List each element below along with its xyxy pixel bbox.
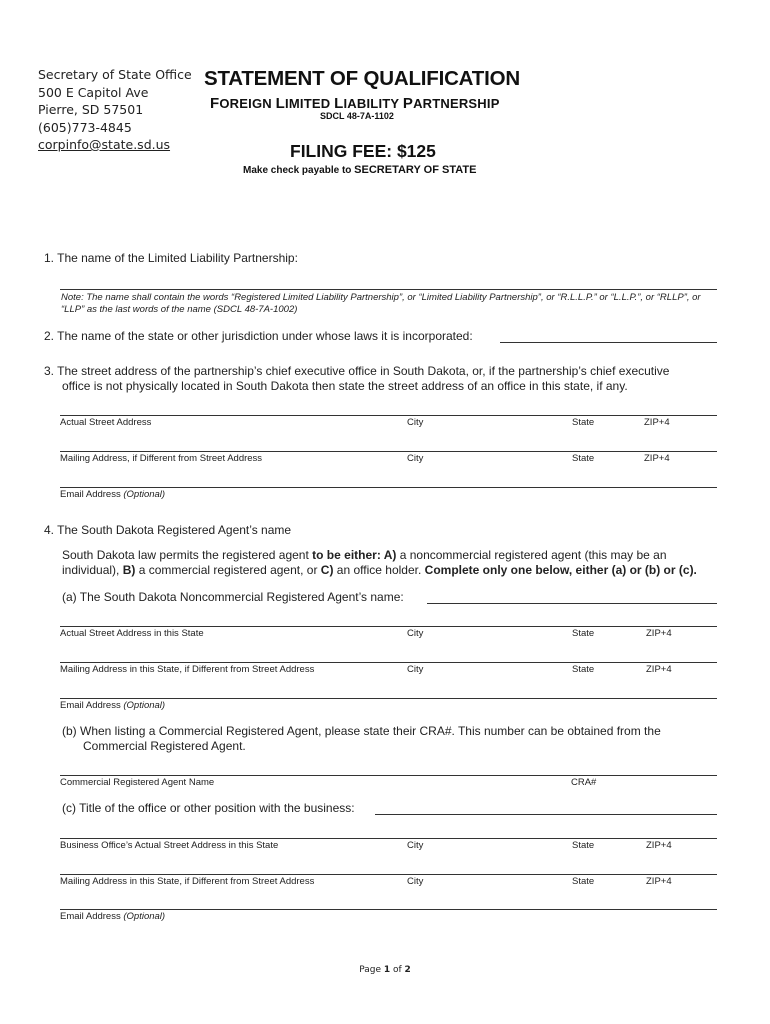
office-phone: (605)773-4845 [38, 119, 132, 135]
office-name: Secretary of State Office [38, 67, 192, 82]
q4c-email-field[interactable] [60, 909, 717, 910]
q4b-cra-number-label: CRA# [571, 777, 597, 788]
q2-label: 2. The name of the state or other jurisdiction under whose laws it is incorporated: [44, 329, 473, 343]
q4b-line1: (b) When listing a Commercial Registered Agent, please state their CRA#. This number can be obtained from the [62, 724, 661, 738]
q3-email-label: Email Address (Optional) [60, 489, 166, 500]
statute-reference: SDCL 48-7A-1102 [320, 111, 394, 121]
q4c-mailing-city-label: City [407, 876, 424, 887]
q4b-line2: Commercial Registered Agent. [83, 739, 246, 753]
q3-state-label: State [572, 417, 595, 428]
q4c-title-field[interactable] [375, 814, 717, 815]
q4a-state-label: State [572, 628, 595, 639]
form-title: STATEMENT OF QUALIFICATION [204, 67, 520, 90]
q4c-email-label: Email Address (Optional) [60, 911, 166, 922]
q3-line1: 3. The street address of the partnership’s chief executive office in South Dakota, or, if the partnership’s chief executive [44, 364, 670, 378]
form-subtitle: FOREIGN LIMITED LIABILITY PARTNERSHIP [210, 95, 500, 112]
q4a-street-label: Actual Street Address in this State [60, 628, 204, 639]
q4c-city-label: City [407, 840, 424, 851]
q4c-street-label: Business Office’s Actual Street Address in this State [60, 840, 279, 851]
q3-mailing-zip-label: ZIP+4 [644, 453, 670, 464]
q4c-street-field[interactable] [60, 838, 717, 839]
payable-note: Make check payable to SECRETARY OF STATE [243, 164, 477, 176]
q3-mailing-label: Mailing Address, if Different from Street Address [60, 453, 263, 464]
q3-zip-label: ZIP+4 [644, 417, 670, 428]
q4a-agent-name-field[interactable] [427, 603, 717, 604]
q4c-mailing-label: Mailing Address in this State, if Different from Street Address [60, 876, 315, 887]
q4c-state-label: State [572, 840, 595, 851]
q3-street-field[interactable] [60, 415, 717, 416]
q4a-zip-label: ZIP+4 [646, 628, 672, 639]
q4a-street-field[interactable] [60, 626, 717, 627]
q4a-mailing-city-label: City [407, 664, 424, 675]
q4a-mailing-zip-label: ZIP+4 [646, 664, 672, 675]
q4a-city-label: City [407, 628, 424, 639]
q4c-label: (c) Title of the office or other position with the business: [62, 801, 355, 815]
q4c-zip-label: ZIP+4 [646, 840, 672, 851]
q4a-label: (a) The South Dakota Noncommercial Registered Agent’s name: [62, 590, 404, 604]
office-email-link[interactable]: corpinfo@state.sd.us [38, 137, 171, 152]
q4c-mailing-state-label: State [572, 876, 595, 887]
page-number: Page 1 of 2 [359, 965, 411, 975]
q3-line2: office is not physically located in South Dakota then state the street address of an office in this state, if any. [62, 379, 628, 393]
q3-email-field[interactable] [60, 487, 717, 488]
q3-city-label: City [407, 417, 424, 428]
q1-label: 1. The name of the Limited Liability Partnership: [44, 251, 298, 265]
filing-fee: FILING FEE: $125 [290, 141, 436, 161]
q4a-mailing-field[interactable] [60, 662, 717, 663]
q3-mailing-state-label: State [572, 453, 595, 464]
q4c-mailing-zip-label: ZIP+4 [646, 876, 672, 887]
q4-title: 4. The South Dakota Registered Agent’s name [44, 523, 292, 537]
q3-mailing-city-label: City [407, 453, 424, 464]
q3-street-label: Actual Street Address [60, 417, 152, 428]
q4b-cra-name-label: Commercial Registered Agent Name [60, 777, 215, 788]
q4a-mailing-label: Mailing Address in this State, if Different from Street Address [60, 664, 315, 675]
q1-note: Note: The name shall contain the words “Registered Limited Liability Partnership”, or “Limited Liability Partnership”, or “R.L.L.P.” or “L.L.P.”, or “RLLP”, or “LLP” as the last words of the name (SDCL 48-7A-1002) [61, 292, 701, 315]
q3-mailing-field[interactable] [60, 451, 717, 452]
q4-paragraph-line2: individual), B) a commercial registered agent, or C) an office holder. Complete only one below, either (a) or (b) or (c). [62, 563, 697, 577]
q1-name-field[interactable] [60, 289, 717, 290]
q4a-email-label: Email Address (Optional) [60, 700, 166, 711]
q2-jurisdiction-field[interactable] [500, 342, 717, 343]
q4a-mailing-state-label: State [572, 664, 595, 675]
office-city: Pierre, SD 57501 [38, 102, 144, 117]
q4b-cra-field[interactable] [60, 775, 717, 776]
q4a-email-field[interactable] [60, 698, 717, 699]
office-address [38, 66, 192, 154]
office-street: 500 E Capitol Ave [38, 84, 149, 100]
q4c-mailing-field[interactable] [60, 874, 717, 875]
q4-paragraph-line1: South Dakota law permits the registered agent to be either: A) a noncommercial registered agent (this may be an [62, 548, 667, 562]
